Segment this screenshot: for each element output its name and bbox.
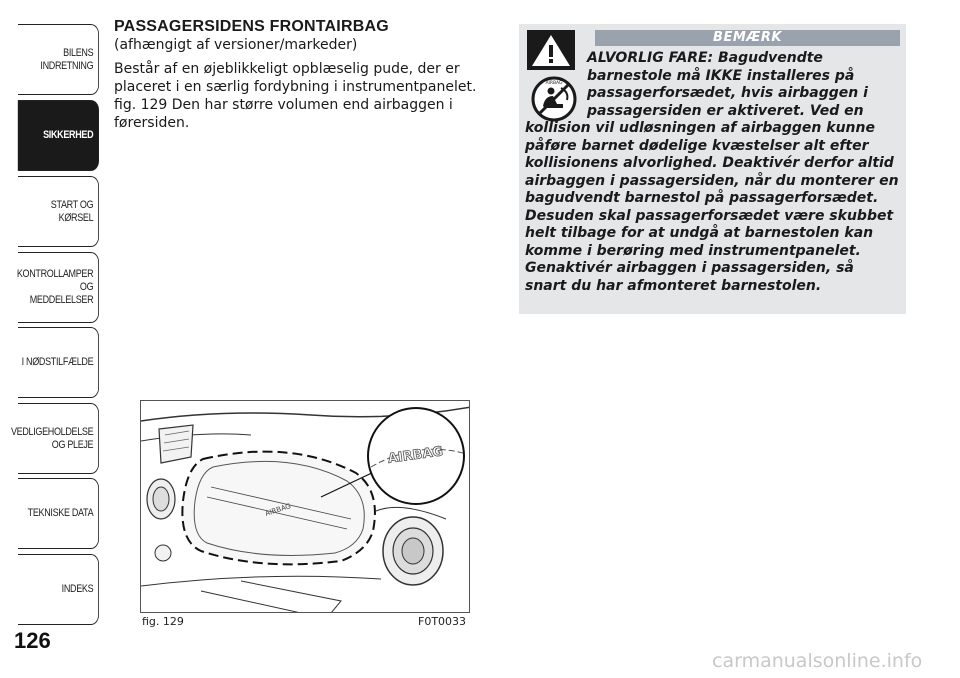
tab-vedligeholdelse[interactable]: VEDLIGEHOLDELSE OG PLEJE [18,403,99,474]
figure-caption: fig. 129 [142,615,184,628]
figure-code: F0T0033 [418,615,467,628]
section-subheading: (afhængigt af versioner/markeder) [114,37,358,53]
tab-tekniske-data[interactable]: TEKNISKE DATA [18,478,99,549]
note-text-intro: ALVORLIG FARE: Bagudvendte barnestole må IKKE installeres på passagerforsædet, hvis airbaggen i passagersiden er aktiveret. Ved en [587,50,868,119]
note-text [525,50,900,295]
warning-triangle-icon [527,30,575,70]
watermark: carmanualsonline.info [712,650,923,672]
note-title: BEMÆRK [595,30,900,46]
icon-airbag-label: AIRBAG [545,81,563,86]
note-text-rest: kollision vil udløsningen af airbaggen kunne påføre barnet dødelige kvæstelser alt efter kollisionens alvorlighed. Deaktivér derfor altid airbaggen i passagersiden, når du monterer en bagudvendt barnestol på passagerforsædet. Desuden skal passagerforsædet være skubbet helt tilbage for at undgå at barnestolen kan komme i berøring med instrumentpanelet. Genaktivér airbaggen i passagersiden, så snart du har afmonteret barnestolen. [525,120,899,294]
warning-note [519,24,906,314]
dashboard-illustration [141,401,470,613]
tab-i-nodstilfaelde[interactable]: I NØDSTILFÆLDE [18,327,99,398]
section-content [114,18,484,132]
tab-kontrollamper[interactable]: KONTROLLAMPER OG MEDDELELSER [18,252,99,323]
callout-airbag-label: AIRBAG [386,444,445,467]
section-body: Består af en øjeblikkeligt opblæselig pude, der er placeret i en særlig fordybning i instrumentpanelet. fig. 129 Den har større volumen end airbaggen i førersiden. [114,61,477,131]
section-heading: PASSAGERSIDENS FRONTAIRBAG [114,18,389,35]
tab-bilens-indretning[interactable]: BILENS INDRETNING [18,24,99,95]
no-child-seat-airbag-icon [531,76,577,122]
page-number: 126 [14,628,51,653]
panel-airbag-label: AIRBAG [264,502,292,518]
figure-129 [140,400,470,613]
tab-indeks[interactable]: INDEKS [18,554,99,625]
tab-sikkerhed[interactable]: SIKKERHED [18,100,99,171]
tab-start-og-korsel[interactable]: START OG KØRSEL [18,176,99,247]
